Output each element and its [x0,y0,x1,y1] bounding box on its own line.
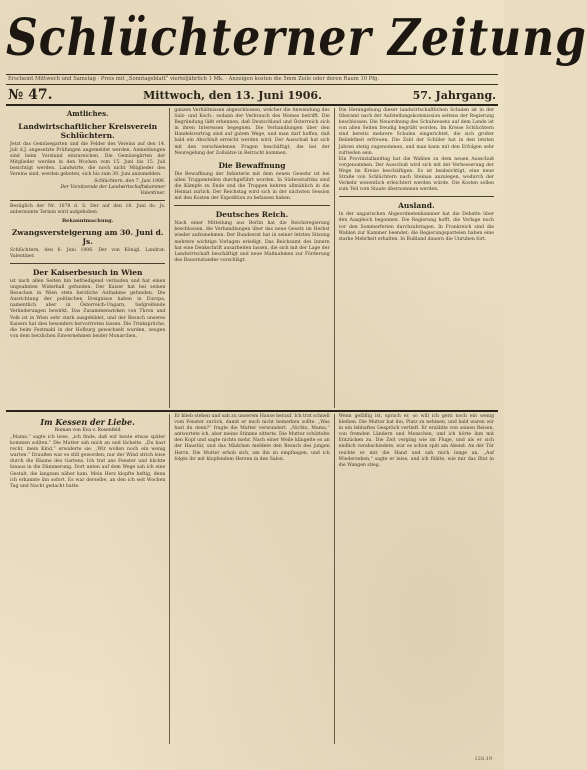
heading-ausland: Ausland. [398,201,435,211]
heading-bewaffnung: Die Bewaffnung [218,160,286,170]
article-right-intro: Die Herangehung dieser landwirtschaftlichen Schulen ist in der Oberamt nach der Aufstellungskommission seitens der Regierung beschlossen. Die Neuordnung des Schulwesens auf dem Lande ist von allen Seiten freudig begrüßt worden. Im Kreise Schlüchtern sind bereits mehrere Schulen eingerichtet, die sich großer Beliebtheit erfreuen. Die Zahl der Schüler hat in den letzten Jahren stetig zugenommen, und man kann mit den Erfolgen sehr zufrieden sein. [338,108,494,156]
article-kaiserbesuch: ist nach allen Seiten hin befriedigend verlaufen und hat einen ungeahnten Widerhall gefunden. Der Kaiser hat bei seinen Besuchen in Wien stets herzliche Aufnahme gefunden. Die Ausrichtung der politischen Ereignisse haben in Europa, namentlich aber in Österreich-Ungarn, tiefgreifende Veränderungen bewirkt. Das Zusammenwirken von Thron und Volk ist in Wien sehr stark ausgebildet, und der Besuch unseres Kaisers hat dies besonders hervortreten lassen. Die Trinksprüche, die beim Festmahl in der Hofburg gewechselt wurden, zeugen von dem herzlichen Einvernehmen beider Monarchen. [10,278,166,339]
story-text-3: Wenn gefällig ist, sprach er, so will ich gern noch ein wenig bleiben. Die Mutter bat ihn, Platz zu nehmen, und bald waren wir in ein lebhaftes Gespräch vertieft. Er erzählte von seinen Reisen, von fremden Ländern und Menschen, und ich hörte ihm mit Entzücken zu. Die Zeit verging wie im Fluge, und als er sich endlich verabschiedete, war es schon spät am Abend. An der Tür reichte er mir die Hand und sah mich lange an. „Auf Wiedersehen,“ sagte er leise, und ich fühlte, wie mir das Blut in die Wangen stieg. [338,414,494,468]
article-kreisverein: Jetzt das Gemüsegarten und die Felder des Vereins auf den 14. Juli d.J. angesetzte Prüfungen angemeldet werden. Anmeldungen sind beim Vorstand einzureichen. Die Gemüsegärten der Mitglieder werden in den Wochen vom 15. Juni bis 15. Juli besichtigt werden. Landwirte, die noch nicht Mitglieder des Vereins sind, werden gebeten, sich bis zum 30. Juni anzumelden. [10,142,166,178]
divider [339,196,494,197]
story-text-2: Er blieb stehen und sah zu unserem Hause herauf. Ich trat schnell vom Fenster zurück, damit er mich nicht bemerken sollte. „Was hast du denn?“ fragte die Mutter verwundert. „Nichts, Mama,“ antwortete ich, aber meine Stimme zitterte. Die Mutter schüttelte den Kopf und sagte nichts mehr. Nach einer Weile klingelte es an der Haustür, und das Mädchen meldete den Besuch des jungen Herrn. Die Mutter erhob sich, um ihn zu empfangen, und ich folgte ihr mit klopfendem Herzen in den Salon. [174,414,330,462]
story-text-1: „Mama,“ sagte ich leise, „ich finde, daß wir heute etwas später kommen sollten.“ Die Mutter sah mich an und lächelte. „Du hast recht, mein Kind,“ erwiderte sie. „Wir wollen noch ein wenig warten.“ Draußen war es still geworden; nur der Wind strich leise durch die Bäume des Gartens. Ich trat ans Fenster und blickte hinaus in die Dämmerung. Dort unten auf dem Wege sah ich eine Gestalt, die langsam näher kam. Mein Herz klopfte heftig, denn ich erkannte ihn sofort. Es war derselbe, an den ich seit Wochen Tag und Nacht gedacht hatte. [10,435,166,489]
signature-name: Valentiner. [140,190,166,196]
issue-number: № 47. [8,87,53,103]
heading-deutsches-reich: Deutsches Reich. [215,210,289,220]
story-title: Im Kessen der Liebe. [40,417,135,427]
story-column-3 [335,414,498,744]
article-ausland: In der ungarischen Abgeordnetenkammer hat die Debatte über den Ausgleich begonnen. Die Regierung hofft, die Vorlage noch vor den Sommerferien durchzubringen. In Frankreich sind die Wahlen zur Kammer beendet; die Regierungsparteien haben eine starke Mehrheit erhalten. In Rußland dauern die Unruhen fort. [338,212,494,242]
issue-year: 57. Jahrgang. [412,89,496,102]
issue-date: Mittwoch, den 13. Juni 1906. [143,89,322,102]
article-bewaffnung: Die Bewaffnung der Infanterie mit dem neuen Gewehr ist bei allen Truppenteilen durchgeführt worden. In Südwestafrika sind die Kämpfe zu Ende und die Truppen kehren allmählich in die Heimat zurück. Der Reichstag wird sich in der nächsten Session mit den Kosten der Expedition zu befassen haben. [174,171,330,202]
issue-info-row [6,85,498,106]
heading-zwangsversteigerung: Zwangsversteigerung am 30. Juni d. Js. [11,227,164,246]
story-column-2 [170,414,334,744]
notice-signature: Schlüchtern, den 6. Juni 1906. Der von Königl. Landrat: Valentiner. [10,247,166,259]
story-column-1 [6,414,170,744]
column-middle [170,108,334,408]
heading-bekanntmachung: Bekanntmachung. [61,217,114,224]
story-subtitle: Roman von Eva v. Rosenfeld [54,428,121,433]
feuilleton-divider [6,410,498,412]
column-left [6,108,170,408]
masthead-subline: Erscheint Mittwoch und Samstag · Preis mit „Sonntagsblatt“ vierteljährlich 1 Mk. · Anzeigen kosten die 5mm Zeile oder deren Raum 10 Pfg. [6,74,498,85]
upper-columns [6,108,498,408]
article-right-second: Ein Provinziallandtag hat die Wahlen zu dem neuen Ausschuß vorgenommen. Der Ausschuß wird sich mit der Verbesserung der Wege im Kreise beschäftigen. Es ist beabsichtigt, eine neue Straße von Schlüchtern nach Steinau anzulegen, wodurch der Verkehr wesentlich erleichtert werden würde. Die Kosten sollen zum Teil vom Staate übernommen werden. [338,156,494,193]
signature-role: Der Vorsitzende der Landwirtschaftskammer [60,184,166,190]
masthead-title: Schlüchterner Zeitung [6,8,587,68]
article-middle-intro: ganzen Verhältnissen abgeschlossen, welcher die Anwendung des Salz- und Koch-, sodann der Verbrauch des Weines betrifft. Die Begründung läßt erkennen, daß Deutschland und Österreich sich in ihren Interessen begegnen. Die Verhandlungen über den Handelsvertrag sind auf gutem Wege, und man darf hoffen, daß bald ein Abschluß erreicht werden wird. Der Ausschuß hat sich mit den verschiedenen Fragen beschäftigt, die bei der Neuregelung der Zollsätze in Betracht kommen. [174,108,330,156]
notice-text: Bezüglich der Nr. 1078 d. S. Der auf den 16. Juni ds. Js. anberaumte Termin wird aufgehoben. [10,203,166,215]
feuilleton-columns [6,414,498,744]
divider [174,205,329,206]
column-right [335,108,498,408]
footer-mark: 128.19 [474,756,492,762]
divider [10,263,165,264]
signature-place: Schlüchtern, den 7. Juni 1906. [94,178,166,184]
section-amtliches: Amtliches. [66,109,109,118]
divider [10,200,165,201]
heading-kaiserbesuch: Der Kaiserbesuch in Wien [32,267,143,277]
heading-kreisverein: Landwirtschaftlicher Kreisverein Schlüchtern. [18,122,158,140]
article-deutsches-reich: Nach einer Mitteilung aus Berlin hat die Reichsregierung beschlossen, die Verhandlungen über das neue Gesetz im Herbst wieder aufzunehmen. Der Bundesrat hat in seiner letzten Sitzung mehrere wichtige Vorlagen erledigt. Das Reichsamt des Innern hat eine Denkschrift ausarbeiten lassen, die sich mit der Lage der Landwirtschaft beschäftigt und neue Maßnahmen zur Förderung des Bauernstandes vorschlägt. [174,221,330,263]
